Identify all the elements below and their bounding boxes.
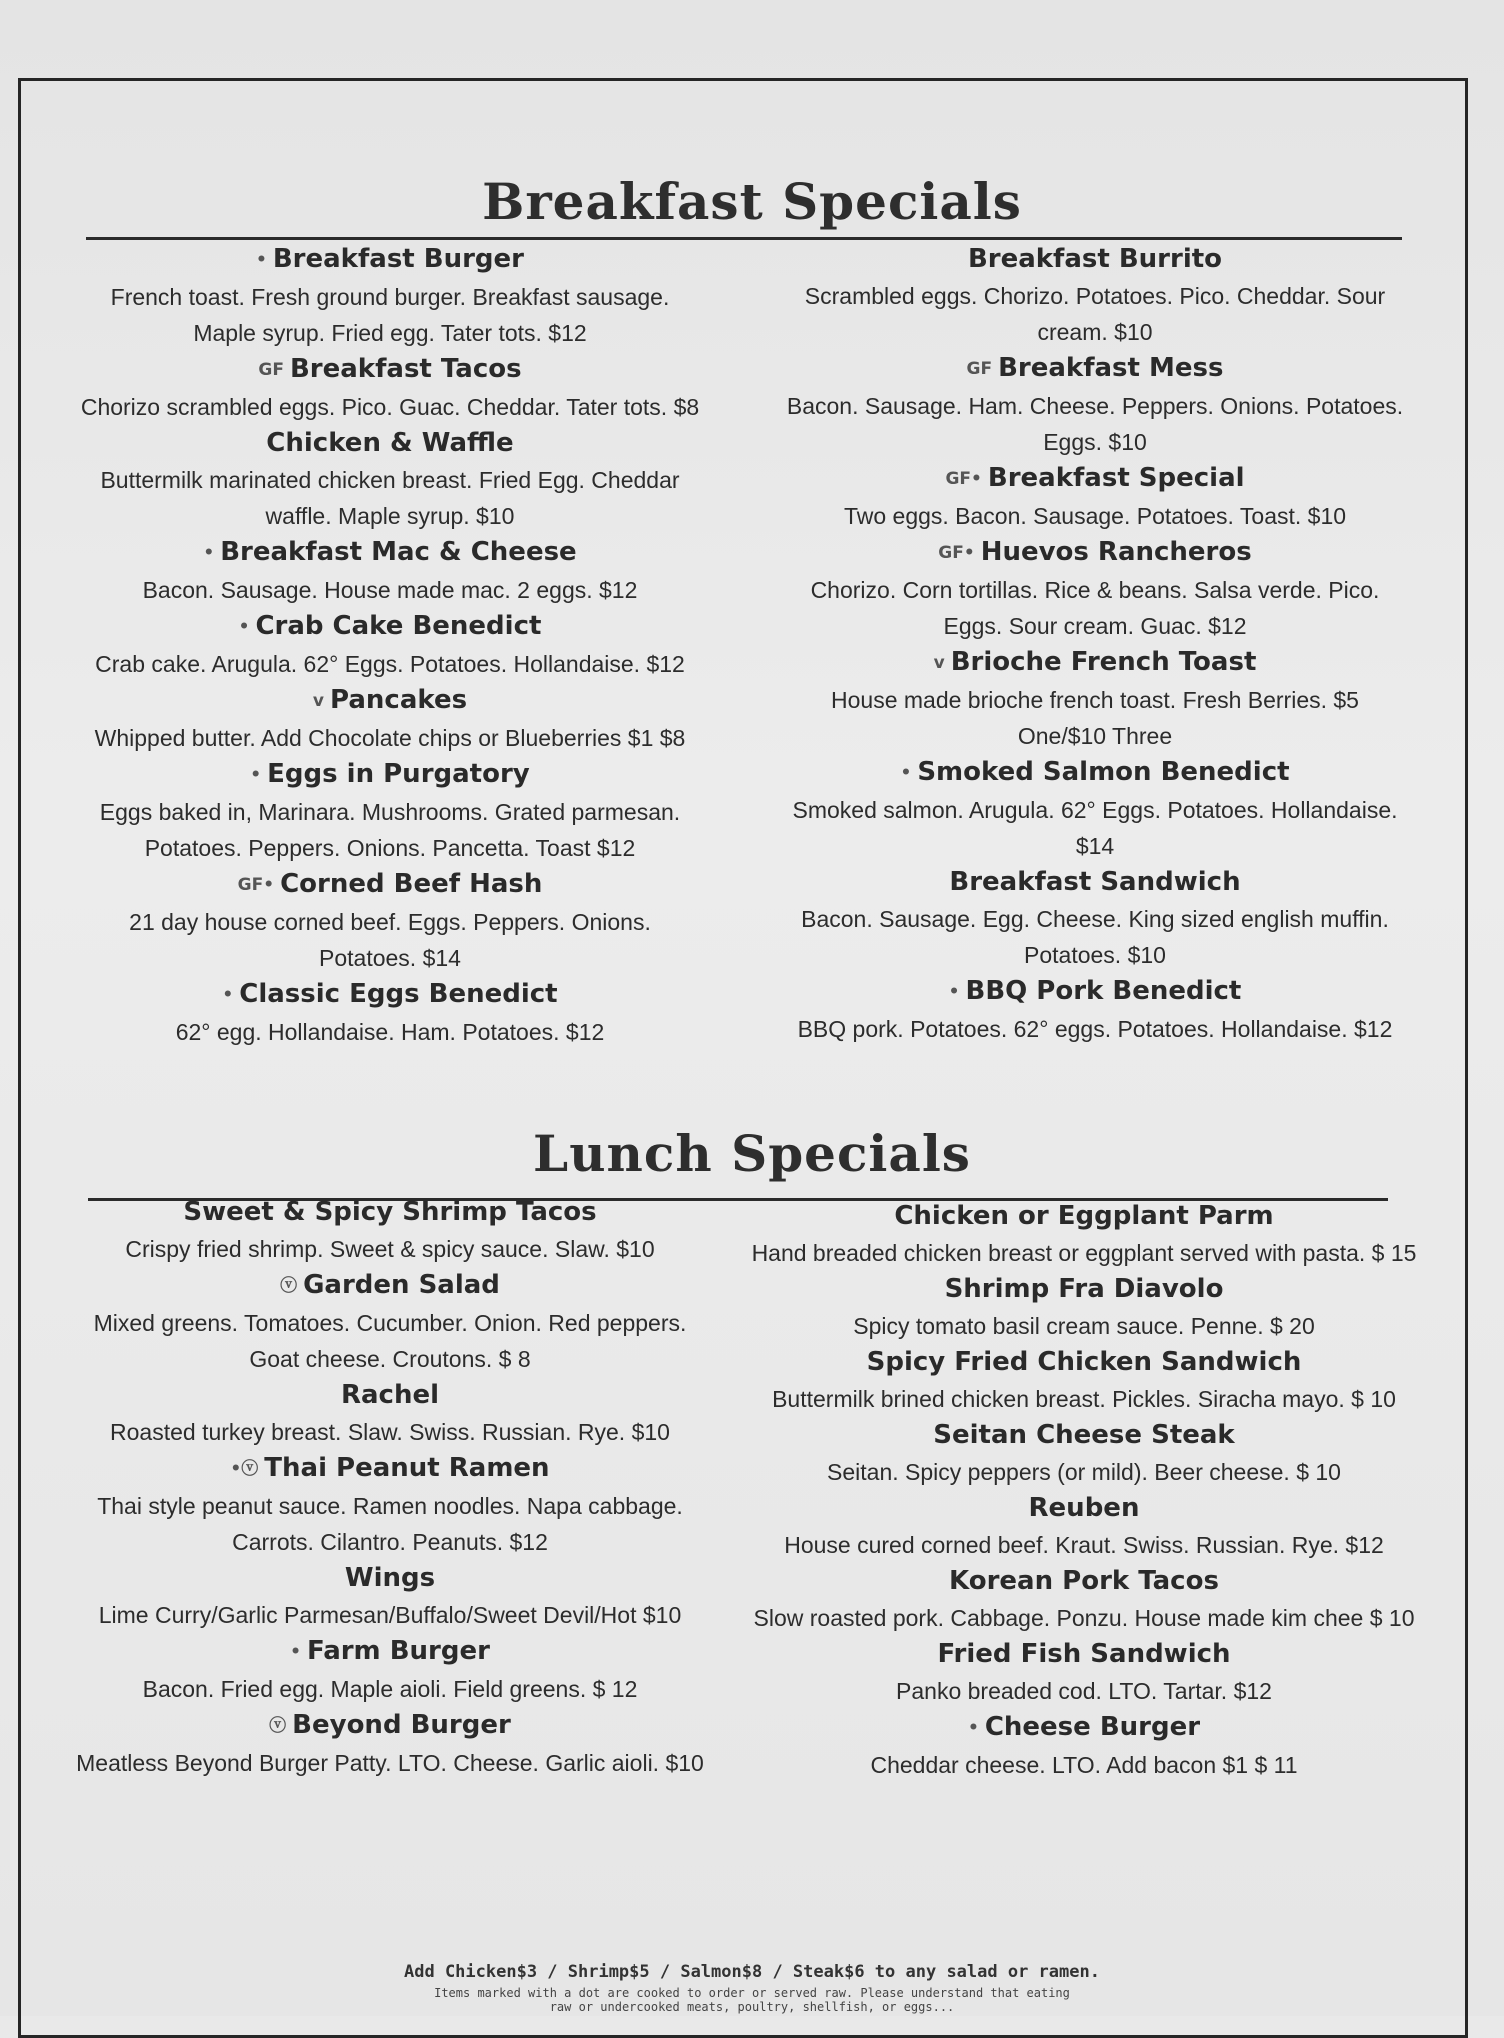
menu-item-description: Roasted turkey breast. Slaw. Swiss. Russian. Rye. $10 <box>110 1419 670 1445</box>
menu-item-name <box>46 1707 734 1745</box>
menu-item <box>46 1194 734 1267</box>
menu-item-description: Thai style peanut sauce. Ramen noodles. Napa cabbage. Carrots. Cilantro. Peanuts. $12 <box>97 1493 683 1555</box>
dietary-marker: • <box>967 1718 979 1738</box>
menu-item <box>770 241 1420 350</box>
menu-item-title: Classic Eggs Benedict <box>239 979 558 1009</box>
menu-item <box>52 866 728 976</box>
menu-item <box>726 1709 1442 1783</box>
dietary-marker: • <box>290 1642 301 1662</box>
menu-item-name <box>52 682 728 720</box>
menu-item-title: Thai Peanut Ramen <box>264 1453 550 1483</box>
disclaimer-line-1: Items marked with a dot are cooked to order or served raw. Please understand that eating <box>434 1986 1070 2000</box>
menu-item-description: Chorizo scrambled eggs. Pico. Guac. Cheddar. Tater tots. $8 <box>80 394 700 420</box>
menu-item-name <box>726 1636 1442 1673</box>
menu-item <box>726 1636 1442 1709</box>
dietary-marker: GF• <box>945 469 982 489</box>
menu-item <box>770 644 1420 754</box>
menu-item-name <box>52 351 728 389</box>
menu-item-name <box>46 1633 734 1671</box>
menu-item <box>52 976 728 1050</box>
menu-item-title: BBQ Pork Benedict <box>965 976 1242 1006</box>
menu-item-name <box>52 608 728 646</box>
menu-item <box>46 1450 734 1560</box>
menu-item <box>726 1417 1442 1490</box>
dietary-marker: • <box>250 765 262 785</box>
menu-item-title: Shrimp Fra Diavolo <box>944 1274 1224 1304</box>
menu-item-title: Chicken & Waffle <box>266 428 514 458</box>
menu-item-description: House made brioche french toast. Fresh Berries. $5 One/$10 Three <box>831 687 1359 749</box>
menu-item <box>46 1560 734 1633</box>
menu-item <box>770 973 1420 1047</box>
menu-item-title: Pancakes <box>330 685 468 715</box>
dietary-marker: • <box>948 982 960 1002</box>
menu-item-description: Two eggs. Bacon. Sausage. Potatoes. Toast. $10 <box>843 503 1347 529</box>
menu-item-title: Sweet & Spicy Shrimp Tacos <box>183 1197 597 1227</box>
menu-item-name <box>726 1490 1442 1527</box>
menu-item-description: Smoked salmon. Arugula. 62° Eggs. Potatoes. Hollandaise. $14 <box>792 797 1398 859</box>
menu-item-name <box>770 864 1420 901</box>
dietary-marker: ⓥ <box>280 1276 298 1296</box>
menu-item-description: Hand breaded chicken breast or eggplant served with pasta. $ 15 <box>751 1240 1417 1266</box>
menu-item-description: Chorizo. Corn tortillas. Rice & beans. Salsa verde. Pico. Eggs. Sour cream. Guac. $12 <box>810 577 1380 639</box>
menu-item-name <box>52 866 728 904</box>
menu-item-title: Breakfast Sandwich <box>949 867 1241 897</box>
menu-item <box>46 1377 734 1450</box>
menu-item-title: Garden Salad <box>303 1270 500 1300</box>
dietary-marker: • <box>238 617 250 637</box>
menu-item-name <box>726 1709 1442 1747</box>
menu-item-title: Breakfast Mac & Cheese <box>220 537 577 567</box>
menu-item-name <box>46 1267 734 1305</box>
menu-item-title: Rachel <box>340 1380 440 1410</box>
menu-item-description: Buttermilk marinated chicken breast. Fried Egg. Cheddar waffle. Maple syrup. $10 <box>100 467 680 529</box>
menu-item <box>52 608 728 682</box>
menu-item-name <box>46 1560 734 1597</box>
dietary-marker: • <box>222 985 234 1005</box>
menu-item-title: Breakfast Tacos <box>289 354 522 384</box>
dietary-marker: v <box>933 653 945 673</box>
menu-item <box>770 754 1420 864</box>
menu-item-name <box>770 350 1420 388</box>
menu-item-description: Bacon. Sausage. Egg. Cheese. King sized english muffin. Potatoes. $10 <box>801 906 1389 968</box>
menu-item <box>46 1633 734 1707</box>
menu-item-name <box>726 1198 1442 1235</box>
menu-item-title: Breakfast Burrito <box>967 244 1223 274</box>
menu-item-description: French toast. Fresh ground burger. Breakfast sausage. Maple syrup. Fried egg. Tater tots. $12 <box>110 284 670 346</box>
menu-item-name <box>52 241 728 279</box>
menu-item-title: Reuben <box>1028 1493 1140 1523</box>
menu-item-description: Eggs baked in, Marinara. Mushrooms. Grated parmesan. Potatoes. Peppers. Onions. Pancetta. Toast $12 <box>99 799 681 861</box>
menu-item-title: Smoked Salmon Benedict <box>917 757 1290 787</box>
menu-item-name <box>770 754 1420 792</box>
menu-item <box>52 241 728 351</box>
menu-item-name <box>770 973 1420 1011</box>
menu-item-description: Spicy tomato basil cream sauce. Penne. $ 20 <box>853 1313 1315 1339</box>
menu-item <box>770 864 1420 973</box>
menu-item <box>726 1198 1442 1271</box>
menu-item-name <box>770 241 1420 278</box>
dietary-marker: • <box>255 250 267 270</box>
menu-item <box>52 682 728 756</box>
menu-item-description: Buttermilk brined chicken breast. Pickles. Siracha mayo. $ 10 <box>772 1386 1396 1412</box>
menu-item-title: Crab Cake Benedict <box>255 611 542 641</box>
breakfast-divider <box>86 237 1402 240</box>
dietary-marker: GF <box>966 359 993 379</box>
menu-item-title: Breakfast Special <box>987 463 1245 493</box>
menu-item-description: Seitan. Spicy peppers (or mild). Beer cheese. $ 10 <box>827 1459 1341 1485</box>
dietary-marker: GF• <box>938 543 975 563</box>
raw-food-disclaimer <box>0 1986 1504 2014</box>
menu-item-name <box>46 1194 734 1231</box>
lunch-left-column <box>46 1194 734 1781</box>
menu-item-description: Cheddar cheese. LTO. Add bacon $1 $ 11 <box>870 1752 1298 1778</box>
menu-item-title: Breakfast Burger <box>272 244 524 274</box>
dietary-marker: •ⓥ <box>230 1459 259 1479</box>
menu-item <box>726 1563 1442 1636</box>
menu-item-description: BBQ pork. Potatoes. 62° eggs. Potatoes. Hollandaise. $12 <box>797 1016 1393 1042</box>
breakfast-left-column <box>52 241 728 1050</box>
menu-item-title: Eggs in Purgatory <box>267 759 530 789</box>
menu-item-title: Farm Burger <box>306 1636 490 1666</box>
menu-item-description: Bacon. Sausage. House made mac. 2 eggs. $12 <box>142 577 638 603</box>
menu-item-description: Bacon. Fried egg. Maple aioli. Field greens. $ 12 <box>142 1676 638 1702</box>
menu-item-description: 62° egg. Hollandaise. Ham. Potatoes. $12 <box>175 1019 605 1045</box>
menu-item-title: Korean Pork Tacos <box>949 1566 1219 1596</box>
menu-item-title: Spicy Fried Chicken Sandwich <box>866 1347 1302 1377</box>
menu-item <box>52 756 728 866</box>
menu-item <box>770 534 1420 644</box>
menu-item <box>52 425 728 534</box>
menu-item-name <box>52 976 728 1014</box>
lunch-title: Lunch Specials <box>533 1124 971 1183</box>
menu-item-title: Seitan Cheese Steak <box>933 1420 1235 1450</box>
dietary-marker: ⓥ <box>269 1716 287 1736</box>
menu-item-description: House cured corned beef. Kraut. Swiss. Russian. Rye. $12 <box>784 1532 1384 1558</box>
menu-item-name <box>52 534 728 572</box>
menu-item-title: Chicken or Eggplant Parm <box>894 1201 1274 1231</box>
menu-item-name <box>46 1377 734 1414</box>
menu-item-name <box>46 1450 734 1488</box>
menu-item-title: Brioche French Toast <box>950 647 1257 677</box>
menu-item-title: Fried Fish Sandwich <box>937 1639 1231 1669</box>
menu-item-title: Cheese Burger <box>984 1712 1201 1742</box>
menu-item-name <box>770 460 1420 498</box>
breakfast-right-column <box>770 241 1420 1047</box>
menu-item-description: Crab cake. Arugula. 62° Eggs. Potatoes. Hollandaise. $12 <box>95 651 685 677</box>
menu-item-description: Bacon. Sausage. Ham. Cheese. Peppers. Onions. Potatoes. Eggs. $10 <box>786 393 1404 455</box>
dietary-marker: v <box>312 691 324 711</box>
menu-item-description: 21 day house corned beef. Eggs. Peppers. Onions. Potatoes. $14 <box>129 909 651 971</box>
dietary-marker: • <box>900 763 912 783</box>
menu-item-description: Meatless Beyond Burger Patty. LTO. Cheese. Garlic aioli. $10 <box>76 1750 704 1776</box>
menu-item-name <box>52 756 728 794</box>
menu-item-description: Mixed greens. Tomatoes. Cucumber. Onion. Red peppers. Goat cheese. Croutons. $ 8 <box>93 1310 687 1372</box>
menu-item-name <box>726 1344 1442 1381</box>
dietary-marker: • <box>203 543 215 563</box>
dietary-marker: GF <box>258 360 284 380</box>
menu-item-title: Huevos Rancheros <box>980 537 1252 567</box>
menu-item-description: Whipped butter. Add Chocolate chips or Blueberries $1 $8 <box>94 725 686 751</box>
menu-item-name <box>770 644 1420 682</box>
menu-item-name <box>52 425 728 462</box>
menu-item-description: Crispy fried shrimp. Sweet & spicy sauce. Slaw. $10 <box>125 1236 655 1262</box>
menu-item-description: Panko breaded cod. LTO. Tartar. $12 <box>896 1678 1272 1704</box>
menu-item <box>52 351 728 425</box>
menu-item-title: Corned Beef Hash <box>280 869 543 899</box>
menu-item <box>770 350 1420 460</box>
menu-item-name <box>726 1417 1442 1454</box>
menu-item <box>46 1707 734 1781</box>
menu-item-description: Scrambled eggs. Chorizo. Potatoes. Pico. Cheddar. Sour cream. $10 <box>804 283 1386 345</box>
menu-item-name <box>726 1563 1442 1600</box>
addons-note: Add Chicken$3 / Shrimp$5 / Salmon$8 / Steak$6 to any salad or ramen. <box>404 1962 1100 1982</box>
menu-item <box>46 1267 734 1377</box>
menu-item <box>726 1271 1442 1344</box>
menu-item-title: Beyond Burger <box>292 1710 511 1740</box>
breakfast-title: Breakfast Specials <box>482 172 1022 231</box>
disclaimer-line-2: raw or undercooked meats, poultry, shellfish, or eggs... <box>549 2000 955 2014</box>
menu-item <box>726 1490 1442 1563</box>
menu-item-description: Slow roasted pork. Cabbage. Ponzu. House made kim chee $ 10 <box>753 1605 1415 1631</box>
menu-item <box>52 534 728 608</box>
dietary-marker: GF• <box>237 875 275 895</box>
menu-item <box>726 1344 1442 1417</box>
menu-item-title: Wings <box>344 1563 436 1593</box>
menu-item <box>770 460 1420 534</box>
menu-item-title: Breakfast Mess <box>998 353 1224 383</box>
menu-item-name <box>726 1271 1442 1308</box>
lunch-right-column <box>726 1198 1442 1783</box>
menu-item-description: Lime Curry/Garlic Parmesan/Buffalo/Sweet Devil/Hot $10 <box>98 1602 682 1628</box>
menu-item-name <box>770 534 1420 572</box>
